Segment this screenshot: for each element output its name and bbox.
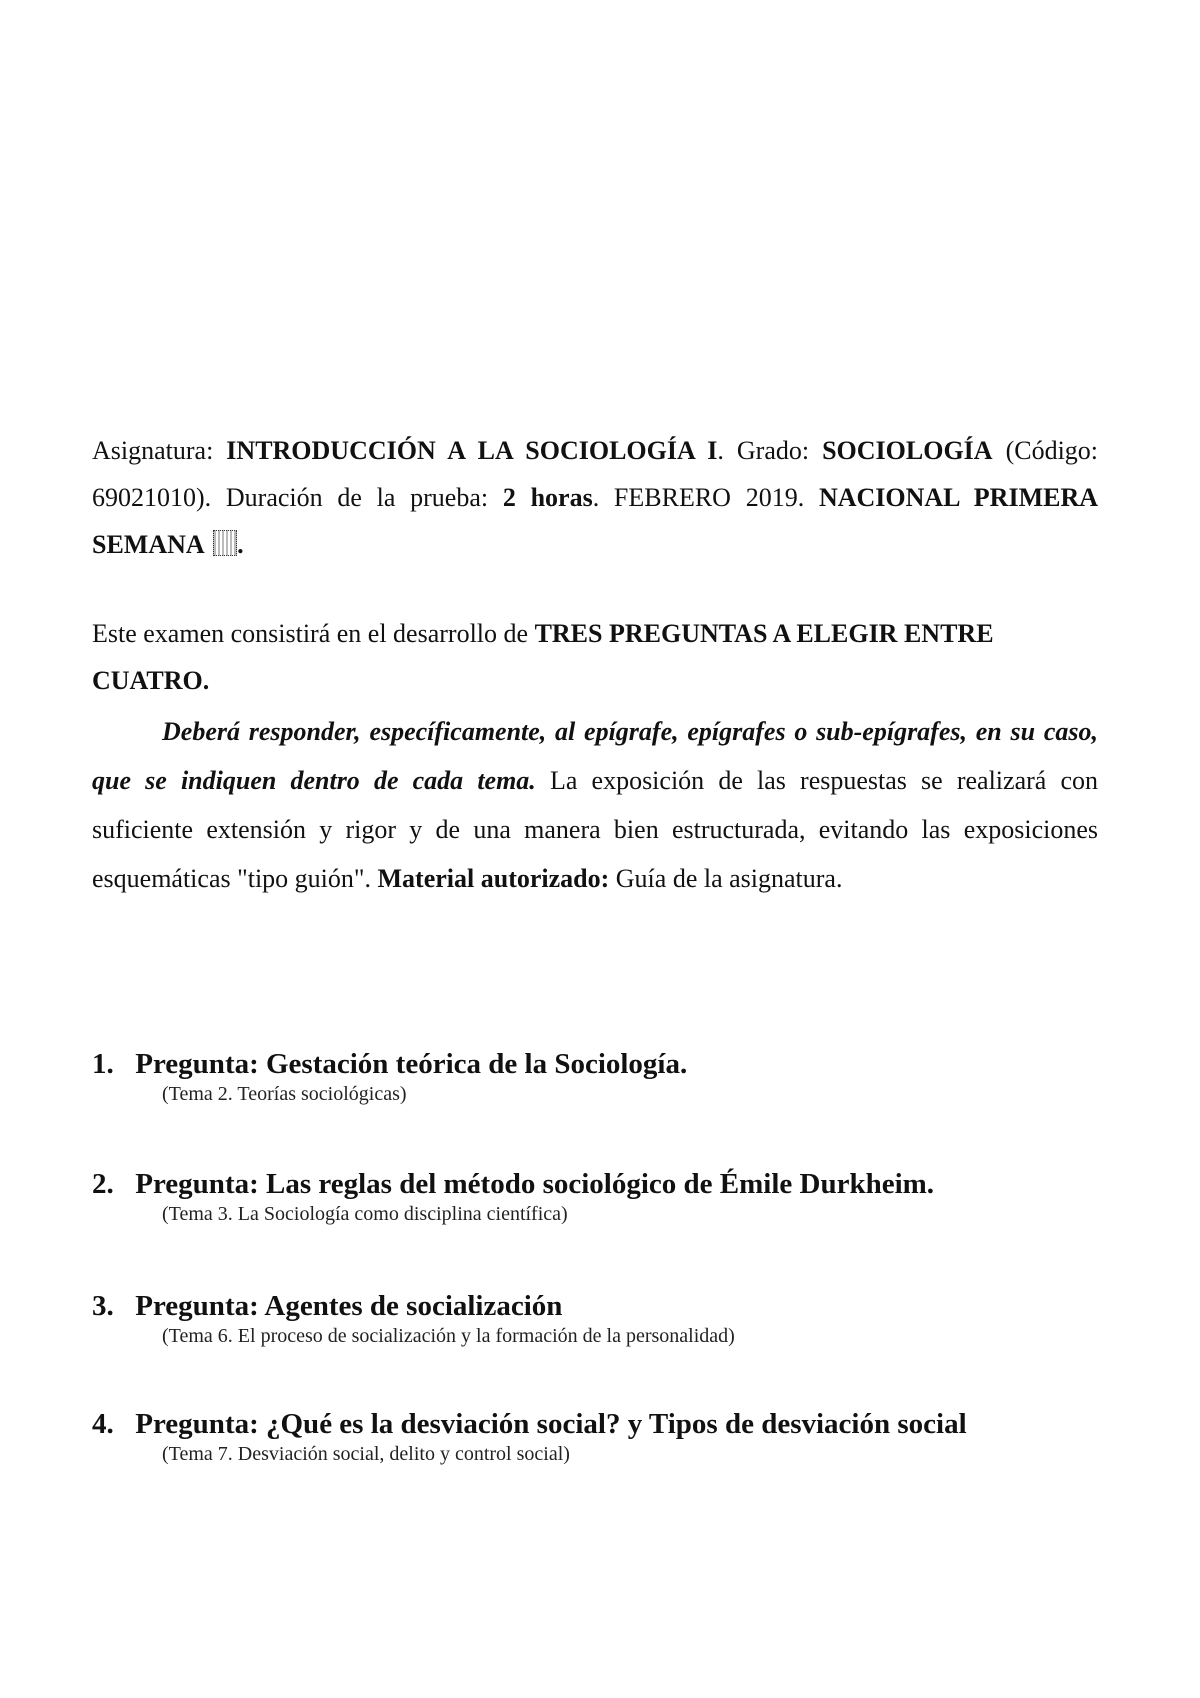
exam-intro [92, 610, 1098, 704]
question-4 [92, 1406, 1132, 1466]
question-title [92, 1288, 1132, 1324]
grado-label: Grado: [736, 436, 810, 465]
asignatura-value: INTRODUCCIÓN A LA SOCIOLOGÍA I [226, 436, 718, 465]
question-number: 1. [92, 1048, 114, 1080]
grado-value: SOCIOLOGÍA [822, 436, 993, 465]
question-title [92, 1166, 1132, 1202]
instructions-body: La exposición de las respuestas se realizará con suficiente extensión y rigor y de una manera bien estructurada, evitando las exposiciones esquemáticas "tipo guión". [92, 766, 1098, 893]
material-value: Guía de la asignatura. [609, 864, 843, 893]
instructions-emphasis: Deberá responder, específicamente, al epígrafe, epígrafes o sub-epígrafes, en su caso, que se indiquen dentro de cada tema. [92, 717, 1098, 795]
question-3 [92, 1288, 1132, 1348]
intro-emphasis: TRES PREGUNTAS A ELEGIR ENTRE CUATRO. [92, 619, 994, 695]
question-topic: (Tema 3. La Sociología como disciplina científica) [162, 1203, 568, 1225]
question-2 [92, 1166, 1132, 1226]
question-number: 2. [92, 1168, 114, 1200]
question-text: Pregunta: Agentes de socialización [135, 1290, 563, 1322]
header-end: . [237, 530, 244, 559]
question-text: Pregunta: ¿Qué es la desviación social? y Tipos de desviación social [135, 1408, 967, 1440]
exam-instructions [92, 707, 1098, 903]
redaction-mark-icon [213, 530, 237, 556]
question-text: Pregunta: Gestación teórica de la Sociología. [135, 1048, 688, 1080]
asignatura-label: Asignatura: [92, 436, 214, 465]
question-title [92, 1406, 1132, 1442]
header-separator: . [717, 436, 737, 465]
intro-prefix: Este examen consistirá en el desarrollo de [92, 619, 529, 648]
question-1 [92, 1046, 1132, 1106]
question-text: Pregunta: Las reglas del método sociológico de Émile Durkheim. [135, 1168, 935, 1200]
question-number: 3. [92, 1290, 114, 1322]
question-title [92, 1046, 1132, 1082]
convocatoria: NACIONAL PRIMERA SEMANA [92, 483, 1099, 559]
fecha: . FEBRERO 2019. [592, 483, 805, 512]
question-topic: (Tema 7. Desviación social, delito y control social) [162, 1443, 570, 1465]
duracion-label: Duración de la prueba: [225, 483, 489, 512]
question-number: 4. [92, 1408, 114, 1440]
question-topic: (Tema 2. Teorías sociológicas) [162, 1083, 407, 1105]
duracion-value: 2 horas [502, 483, 593, 512]
exam-header [92, 427, 1098, 568]
codigo: (Código: 69021010). [92, 436, 1099, 512]
material-label: Material autorizado: [377, 864, 610, 893]
question-topic: (Tema 6. El proceso de socialización y la formación de la personalidad) [162, 1325, 735, 1347]
